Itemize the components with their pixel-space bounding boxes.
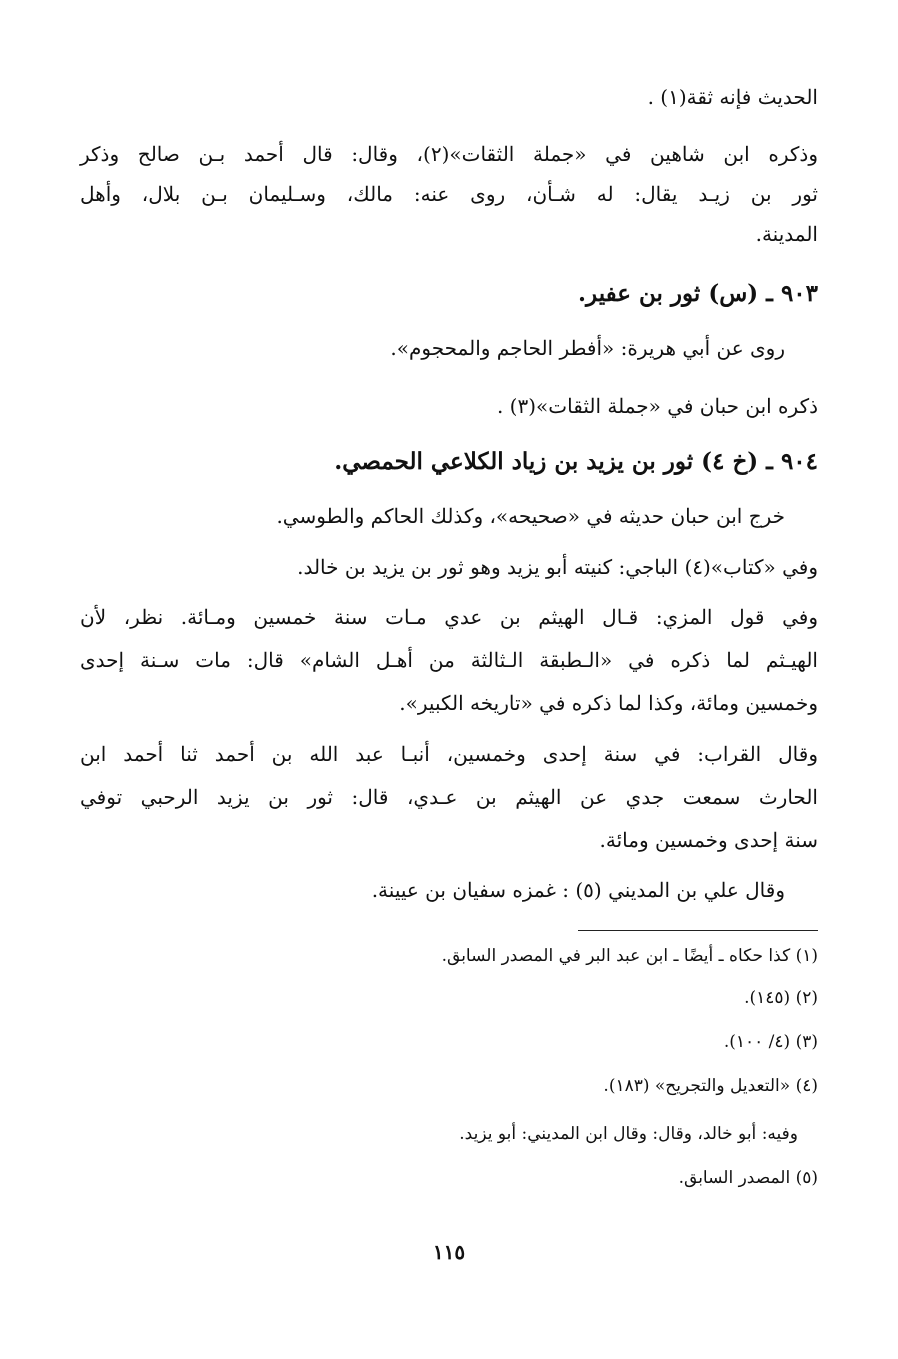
text-line-17: وقال علي بن المديني (٥) : غمزه سفيان بن عيينة. xyxy=(371,878,785,902)
text-line-3: ثور بن زيـد يقال: له شـأن، روى عنه: مالك، وسـليمان بـن بلال، وأهل xyxy=(80,182,818,206)
footnote-3: (٣) (٤/ ١٠٠). xyxy=(723,1032,818,1052)
page-number: ١١٥ xyxy=(432,1240,466,1264)
text-line-15: الحارث سمعت جدي عن الهيثم بن عـدي، قال: ثور بن يزيد الرحبي توفي xyxy=(80,785,818,809)
text-line-1: الحديث فإنه ثقة(١) . xyxy=(647,85,818,109)
text-line-9: خرج ابن حبان حديثه في «صحيحه»، وكذلك الحاكم والطوسي. xyxy=(276,504,785,528)
footnote-1: (١) كذا حكاه ـ أيضًا ـ ابن عبد البر في المصدر السابق. xyxy=(441,946,818,966)
text-line-10: وفي «كتاب»(٤) الباجي: كنيته أبو يزيد وهو ثور بن يزيد بن خالد. xyxy=(297,555,818,579)
entry-heading-904: ٩٠٤ ـ (خ ٤) ثور بن يزيد بن زياد الكلاعي الحمصي. xyxy=(334,448,818,475)
text-line-4: المدينة. xyxy=(755,222,818,246)
text-line-11: وفي قول المزي: قـال الهيثم بن عدي مـات سنة خمسين ومـائة. نظر، لأن xyxy=(80,605,818,629)
text-line-7: ذكره ابن حبان في «جملة الثقات»(٣) . xyxy=(496,394,818,418)
footnote-4: (٤) «التعديل والتجريح» (١٨٣). xyxy=(603,1076,818,1096)
entry-heading-903: ٩٠٣ ـ (س) ثور بن عفير. xyxy=(578,280,818,307)
text-line-13: وخمسين ومائة، وكذا لما ذكره في «تاريخه الكبير». xyxy=(399,691,818,715)
footnote-2: (٢) (١٤٥). xyxy=(744,988,818,1008)
footnote-4-continuation: وفيه: أبو خالد، وقال: وقال ابن المديني: أبو يزيد. xyxy=(459,1124,798,1144)
text-line-2: وذكره ابن شاهين في «جملة الثقات»(٢)، وقال: قال أحمد بـن صالح وذكر xyxy=(80,142,818,166)
footnote-5: (٥) المصدر السابق. xyxy=(678,1168,818,1188)
footnote-separator xyxy=(578,930,818,931)
text-line-16: سنة إحدى وخمسين ومائة. xyxy=(599,828,818,852)
text-line-12: الهيـثم لما ذكره في «الـطبقة الـثالثة من أهـل الشام» قال: مات سـنة إحدى xyxy=(80,648,818,672)
text-line-14: وقال القراب: في سنة إحدى وخمسين، أنبـا عبد الله بن أحمد ثنا أحمد ابن xyxy=(80,742,818,766)
text-line-6: روى عن أبي هريرة: «أفطر الحاجم والمحجوم». xyxy=(390,336,785,360)
